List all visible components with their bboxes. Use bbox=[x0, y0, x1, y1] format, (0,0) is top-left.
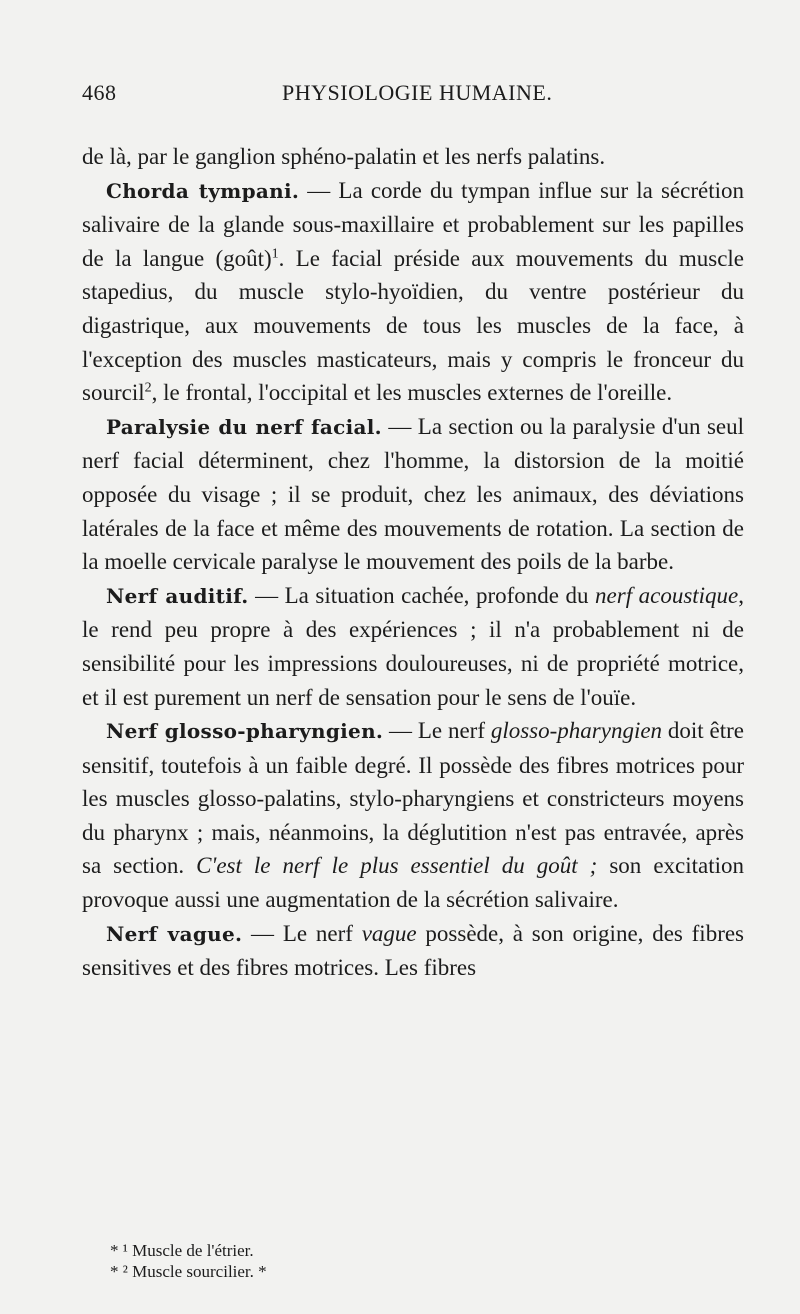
footnote-1: * ¹ Muscle de l'étrier. bbox=[110, 1241, 254, 1260]
paragraph-text: — La section ou la paralysie d'un seul nerf facial déterminent, chez l'homme, la distorsion de la moitié opposée du visage ; il se produit, chez les animaux, des déviations latérales de la face et même des mouvements de rotation. La section de la moelle cervicale paralyse le mouvement des poils de la barbe. bbox=[82, 413, 745, 575]
paragraph-text: doit être sensitif, toutefois à un faible degré. Il possède des fibres motrices pour les muscles glosso-palatins, stylo-pharyngiens et constricteurs moyens du pharynx ; mais, néanmoins, la déglutition n'est pas entravée, après sa section. bbox=[82, 718, 744, 879]
italic-term: nerf acoustique bbox=[595, 582, 739, 608]
paragraph-text: possède, à son origine, des fibres sensitives et des fibres motrices. Les fibres bbox=[82, 920, 745, 981]
section-heading: Nerf glosso-pharyngien. bbox=[106, 719, 384, 744]
paragraph-text: — Le nerf bbox=[242, 920, 362, 946]
body-text bbox=[82, 140, 744, 985]
page-header bbox=[82, 40, 744, 105]
section-heading: Paralysie du nerf facial. bbox=[106, 414, 382, 439]
running-title: PHYSIOLOGIE HUMAINE. bbox=[282, 80, 553, 105]
footnote-2: * ² Muscle sourcilier. * bbox=[110, 1262, 267, 1281]
paragraph-text: — Le nerf bbox=[383, 718, 491, 744]
paragraph-text: — La situation cachée, profonde du bbox=[248, 582, 596, 608]
paragraph-nerf-vague bbox=[82, 917, 744, 985]
footnote-ref: 2 bbox=[144, 380, 152, 396]
page-number: 468 bbox=[82, 80, 117, 105]
paragraph-text: , le frontal, l'occipital et les muscles externes de l'oreille. bbox=[151, 380, 673, 406]
book-page bbox=[82, 40, 744, 105]
paragraph-chorda-tympani bbox=[82, 174, 744, 410]
footnotes bbox=[110, 1240, 267, 1282]
paragraph-glosso-pharyngien bbox=[82, 714, 744, 917]
paragraph-intro bbox=[82, 140, 744, 174]
italic-term: vague bbox=[361, 920, 417, 946]
paragraph-paralysie bbox=[82, 410, 744, 579]
section-heading: Nerf auditif. bbox=[106, 583, 249, 608]
section-heading: Chorda tympani. bbox=[106, 178, 300, 203]
italic-sentence: C'est le nerf le plus essentiel du goût ; bbox=[196, 853, 598, 879]
italic-term: glosso-pharyngien bbox=[490, 718, 663, 744]
paragraph-text: de là, par le ganglion sphéno-palatin et les nerfs palatins. bbox=[82, 144, 606, 169]
paragraph-text: . Le facial préside aux mouvements du muscle stapedius, du muscle stylo-hyoïdien, du ventre postérieur du digastrique, aux mouvements de tous les muscles de la face, à l'exception des muscles masticateurs, mais y compris le fronceur du sourcil bbox=[82, 245, 745, 406]
paragraph-text: — La corde du tympan influe sur la sécrétion salivaire de la glande sous-maxillaire et probablement sur les papilles de la langue (goût) bbox=[82, 177, 744, 271]
footnote-ref: 1 bbox=[271, 246, 279, 262]
paragraph-text: , le rend peu propre à des expériences ; il n'a probablement ni de sensibilité pour les impressions douloureuses, ni de propriété motrice, et il est purement un nerf de sensation pour le sens de l'ouïe. bbox=[82, 582, 745, 710]
section-heading: Nerf vague. bbox=[106, 921, 243, 946]
paragraph-nerf-auditif bbox=[82, 579, 744, 714]
paragraph-text: son excitation provoque aussi une augmentation de la sécrétion salivaire. bbox=[82, 853, 745, 913]
